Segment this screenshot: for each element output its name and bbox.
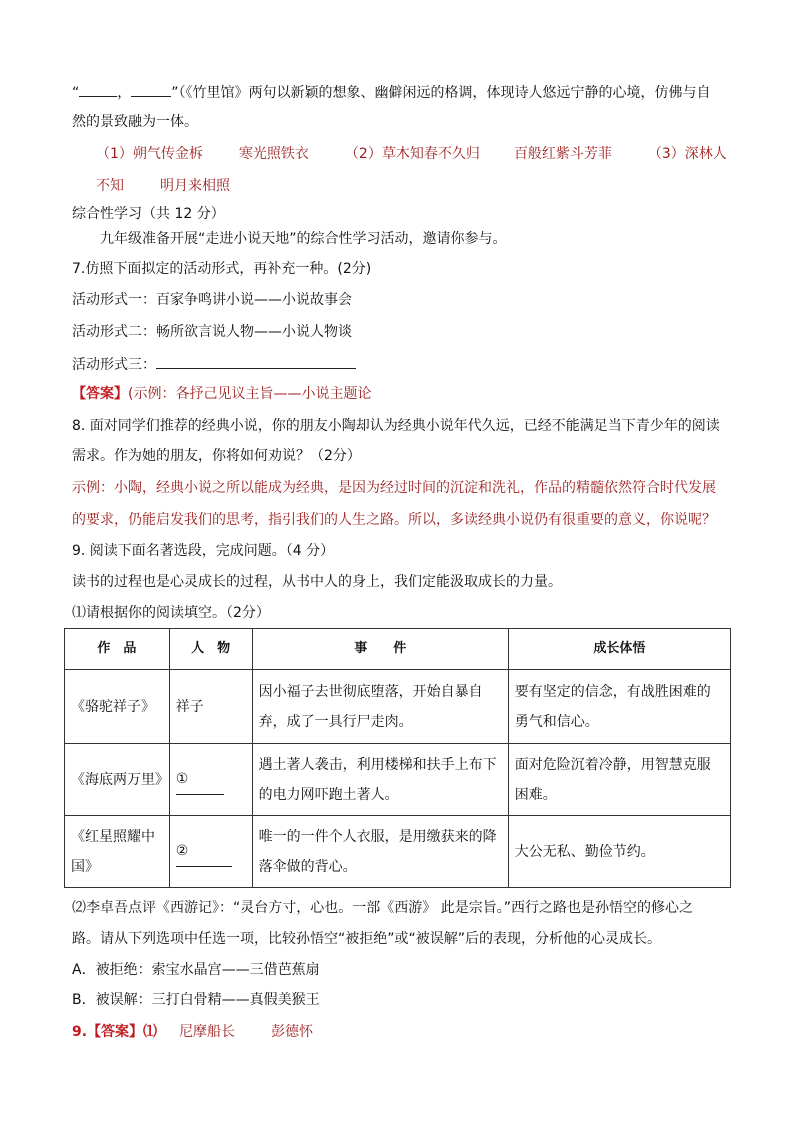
table-row [65,744,731,816]
cell-event: 遇土著人袭击，利用楼梯和扶手上布下的电力网吓跑土著人。 [252,744,508,816]
q7-form-3 [72,354,356,375]
cell-person[interactable] [169,816,252,888]
q9-sub2-1: ⑵李卓吾点评《西游记》：“灵台方寸，心也。一部《西游》 此是宗旨。”西行之路也是孙悟空的修心之 [72,900,693,916]
header-person: 人 物 [169,629,252,670]
answer-3a-cont: 不知 [96,178,124,194]
q8-prompt-1: 8. 面对同学们推荐的经典小说，你的朋友小陶却认为经典小说年代久远，已经不能满足当下青少年的阅读 [72,418,720,434]
quote-open: “ [72,85,80,101]
cell-work: 《红星照耀中国》 [65,816,170,888]
cell-insight: 要有坚定的信念，有战胜困难的勇气和信心。 [508,670,730,744]
q7-form-3-label: 活动形式三： [72,357,156,373]
fill-blank[interactable] [79,82,117,97]
poem-line-1-text: （《竹里馆》两句以新颖的想象、幽僻闲远的格调，体现诗人悠远宁静的心境，仿佛与自 [178,85,711,101]
section-intro: 九年级准备开展“走进小说天地”的综合性学习活动，邀请你参与。 [100,231,507,247]
fill-blank[interactable] [131,82,171,97]
answer-1b: 寒光照铁衣 [238,146,309,162]
q7-answer [72,384,371,404]
q9-answer-1: 尼摩船长 [179,1024,236,1040]
cell-person[interactable] [169,744,252,816]
cell-insight: 面对危险沉着冷静，用智慧克服困难。 [508,744,730,816]
q8-prompt-2: 需求。作为她的朋友，你将如何劝说？（2分） [72,448,361,464]
q9-prompt: 9. 阅读下面名著选段，完成问题。（4 分） [72,543,335,559]
poem-line-1 [72,82,711,103]
q9-answer [72,1022,313,1042]
cell-event: 因小福子去世彻底堕落，开始自暴自弃，成了一具行尸走肉。 [252,670,508,744]
poem-answers-line-2 [96,176,230,196]
q9-option-b: B．被误解：三打白骨精——真假美猴王 [72,992,320,1008]
q9-sub2-2: 路。请从下列选项中任选一项，比较孙悟空“被拒绝”或“被误解”后的表现，分析他的心灵成长。 [72,931,662,947]
works-table [64,628,731,888]
q7-form-1: 活动形式一：百家争鸣讲小说——小说故事会 [72,292,352,308]
answer-2a: （2）草木知春不久归 [344,146,480,162]
answer-2b: 百般红紫斗芳菲 [513,146,612,162]
q9-intro: 读书的过程也是心灵成长的过程，从书中人的身上，我们定能汲取成长的力量。 [72,574,562,590]
comma: ， [117,85,132,101]
table-row [65,670,731,744]
header-event: 事 件 [252,629,508,670]
header-insight: 成长体悟 [508,629,730,670]
section-title: 综合性学习（共 12 分） [72,206,225,222]
q7-prompt: 7.仿照下面拟定的活动形式，再补充一种。(2分) [72,261,372,277]
header-work: 作 品 [65,629,170,670]
answer-tag: 【答案】 [72,386,128,402]
q7-answer-blank[interactable] [156,354,356,369]
q8-answer-1: 示例：小陶，经典小说之所以能成为经典，是因为经过时间的沉淀和洗礼，作品的精髓依然符合时代发展 [72,480,716,496]
answer-1a: （1）朔气传金柝 [96,146,203,162]
cell-event: 唯一的一件个人衣服，是用缴获来的降落伞做的背心。 [252,816,508,888]
answer-3a: （3）深林人 [647,146,727,162]
cell-work: 《海底两万里》 [65,744,170,816]
cell-work: 《骆驼祥子》 [65,670,170,744]
quote-close: ” [171,85,179,101]
poem-answers-line-1 [96,144,727,164]
q7-answer-text: (示例：各抒己见议主旨——小说主题论 [128,386,372,402]
cell-person: 祥子 [169,670,252,744]
poem-line-2: 然的景致融为一体。 [72,114,198,130]
cell-insight: 大公无私、勤俭节约。 [508,816,730,888]
q7-form-2: 活动形式二：畅所欲言说人物——小说人物谈 [72,324,352,340]
table-header-row [65,629,731,670]
table-row [65,816,731,888]
q9-option-a: A．被拒绝：索宝水晶宫——三借芭蕉扇 [72,962,320,978]
blank-2[interactable]: ② [176,836,232,867]
q9-sub1: ⑴请根据你的阅读填空。（2分） [72,605,270,621]
q8-answer-2: 的要求，仍能启发我们的思考，指引我们的人生之路。所以，多读经典小说仍有很重要的意义，你说呢？ [72,512,716,528]
answer-tag: 9.【答案】⑴ [72,1024,158,1040]
blank-1[interactable]: ① [176,764,224,795]
answer-3b: 明月来相照 [160,178,230,194]
q9-answer-2: 彭德怀 [271,1024,314,1040]
